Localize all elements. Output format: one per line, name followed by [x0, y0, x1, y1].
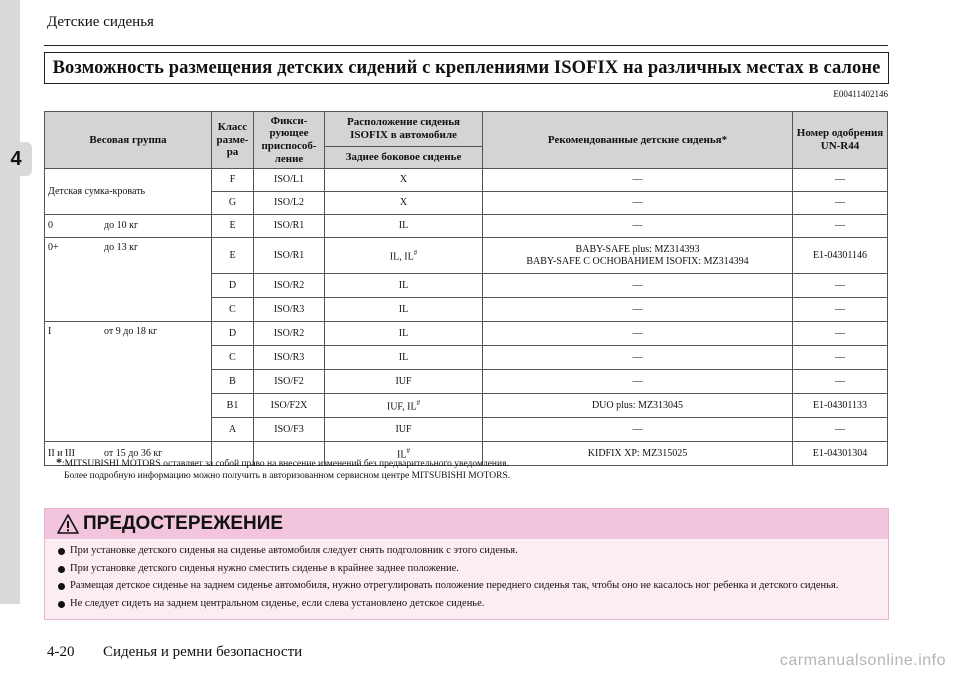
position-cell: IL: [325, 298, 483, 322]
fixture-cell: ISO/R2: [254, 274, 325, 298]
table-row: [45, 169, 888, 192]
footer-title: Сиденья и ремни безопасности: [103, 644, 303, 660]
recommended-cell: —: [483, 370, 793, 394]
table-row: [45, 322, 888, 346]
section-code: E00411402146: [833, 89, 888, 99]
size-class-cell: F: [212, 169, 254, 192]
size-class-cell: G: [212, 192, 254, 215]
size-class-cell: E: [212, 238, 254, 274]
recommended-cell: —: [483, 192, 793, 215]
warning-box: [44, 508, 889, 620]
recommended-cell: BABY-SAFE plus: MZ314393 BABY-SAFE С ОСНОВАНИЕМ ISOFIX: MZ314394: [483, 238, 793, 274]
header-fixture: Фикси-рующее приспособ-ление: [254, 112, 325, 169]
recommended-cell: KIDFIX XP: MZ315025: [483, 442, 793, 466]
approval-cell: —: [793, 169, 888, 192]
warning-item: При установке детского сиденья на сиденье автомобиля следует снять подголовник с этого сиденья.: [58, 545, 888, 558]
fixture-cell: ISO/L1: [254, 169, 325, 192]
recommended-cell: —: [483, 215, 793, 238]
size-class-cell: B: [212, 370, 254, 394]
weight-group-cell: 0 до 10 кг: [45, 215, 212, 238]
header-approval: Номер одобрения UN-R44: [793, 112, 888, 169]
fixture-cell: ISO/R3: [254, 346, 325, 370]
approval-cell: —: [793, 298, 888, 322]
approval-cell: —: [793, 215, 888, 238]
position-cell: X: [325, 192, 483, 215]
approval-cell: E1-04301133: [793, 394, 888, 418]
weight-group-cell: II и III от 15 до 36 кг: [45, 442, 212, 466]
isofix-table: [44, 111, 888, 466]
footnote-star: *: [56, 455, 62, 469]
running-head: Детские сиденья: [47, 14, 154, 30]
weight-group-cell: 0+ до 13 кг: [45, 238, 212, 322]
page-number: 4-20: [47, 644, 75, 660]
weight-group-cell: Детская сумка-кровать: [45, 169, 212, 215]
fixture-cell: ISO/F3: [254, 418, 325, 442]
approval-cell: —: [793, 322, 888, 346]
fixture-cell: ISO/R1: [254, 215, 325, 238]
fixture-cell: ISO/F2X: [254, 394, 325, 418]
position-cell: IUF, IL#: [325, 394, 483, 418]
warning-item: Размещая детское сиденье на заднем сиденье автомобиля, нужно отрегулировать положение переднего сиденья так, чтобы оно не касалось ног ребенка и детского сиденья.: [58, 580, 888, 593]
size-class-cell: D: [212, 322, 254, 346]
recommended-cell: —: [483, 418, 793, 442]
header-position: Расположение сиденья ISOFIX в автомобиле: [325, 112, 483, 147]
position-cell: IL#: [325, 442, 483, 466]
table-row: [45, 215, 888, 238]
position-cell: IL: [325, 322, 483, 346]
position-cell: IUF: [325, 418, 483, 442]
approval-cell: —: [793, 192, 888, 215]
position-cell: IL, IL#: [325, 238, 483, 274]
position-cell: IL: [325, 346, 483, 370]
header-size-class: Класс разме-ра: [212, 112, 254, 169]
recommended-cell: DUO plus: MZ313045: [483, 394, 793, 418]
watermark: carmanualsonline.info: [779, 652, 946, 669]
size-class-cell: C: [212, 346, 254, 370]
position-cell: IUF: [325, 370, 483, 394]
fixture-cell: ISO/F2: [254, 370, 325, 394]
footnote: [56, 455, 510, 483]
approval-cell: —: [793, 418, 888, 442]
recommended-cell: —: [483, 322, 793, 346]
approval-cell: E1-04301304: [793, 442, 888, 466]
recommended-cell: —: [483, 274, 793, 298]
fixture-cell: ISO/R1: [254, 238, 325, 274]
chapter-tab: 4: [0, 142, 32, 176]
header-position-sub: Заднее боковое сиденье: [325, 147, 483, 169]
approval-cell: —: [793, 274, 888, 298]
table-row: [45, 238, 888, 274]
position-cell: IL: [325, 215, 483, 238]
position-cell: X: [325, 169, 483, 192]
header-weight-group: Весовая группа: [45, 112, 212, 169]
warning-item: При установке детского сиденья нужно сместить сиденье в крайнее заднее положение.: [58, 563, 888, 576]
size-class-cell: B1: [212, 394, 254, 418]
warning-list: [45, 539, 888, 610]
warning-item: Не следует сидеть на заднем центральном сиденье, если слева установлено детское сиденье.: [58, 598, 888, 611]
fixture-cell: ISO/R2: [254, 322, 325, 346]
fixture-cell: ISO/R3: [254, 298, 325, 322]
size-class-cell: C: [212, 298, 254, 322]
recommended-cell: —: [483, 298, 793, 322]
footnote-line2: Более подробную информацию можно получить в авторизованном сервисном центре MITSUBISHI MOTORS.: [64, 470, 511, 481]
approval-cell: —: [793, 346, 888, 370]
warning-header: [45, 509, 888, 539]
position-cell: IL: [325, 274, 483, 298]
warning-triangle-icon: [57, 514, 79, 534]
header-recommended: Рекомендованные детские сиденья*: [483, 112, 793, 169]
size-class-cell: E: [212, 215, 254, 238]
chapter-sidebar: [0, 0, 20, 604]
recommended-cell: —: [483, 346, 793, 370]
approval-cell: —: [793, 370, 888, 394]
approval-cell: E1-04301146: [793, 238, 888, 274]
weight-group-cell: I от 9 до 18 кг: [45, 322, 212, 442]
recommended-cell: —: [483, 169, 793, 192]
size-class-cell: D: [212, 274, 254, 298]
size-class-cell: A: [212, 418, 254, 442]
fixture-cell: ISO/L2: [254, 192, 325, 215]
footnote-line1: :MITSUBISHI MOTORS оставляет за собой право на внесение изменений без предварительного уведомления.: [62, 459, 509, 469]
section-title: Возможность размещения детских сидений с креплениями ISOFIX на различных местах в салоне: [44, 52, 889, 84]
warning-title: ПРЕДОСТЕРЕЖЕНИЕ: [83, 513, 284, 534]
header-divider: [44, 45, 888, 46]
